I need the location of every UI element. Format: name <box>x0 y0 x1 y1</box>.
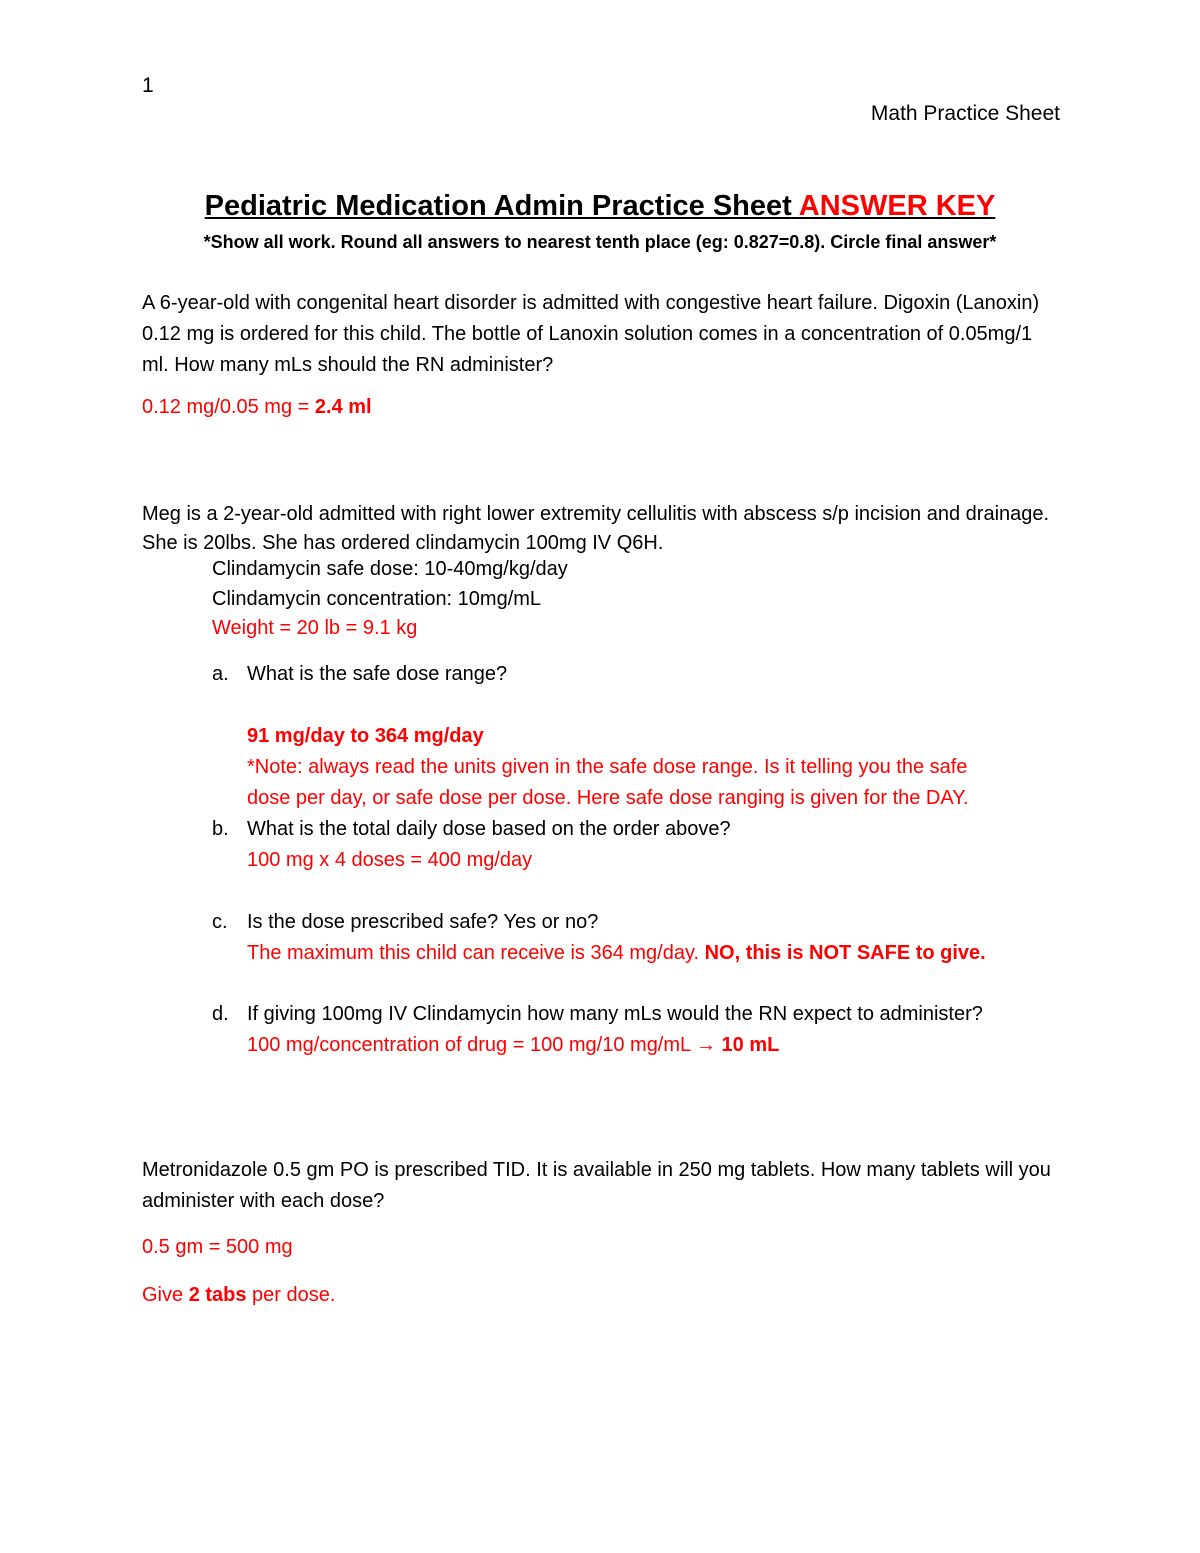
item-a-letter: a. <box>212 663 229 685</box>
running-header: Math Practice Sheet <box>870 102 1060 125</box>
question-1-answer <box>142 396 372 419</box>
item-d-letter: d. <box>212 1003 229 1025</box>
title-main: Pediatric Medication Admin Practice Sheet <box>204 190 792 222</box>
right-arrow-icon: → <box>695 1034 716 1056</box>
page-title <box>0 190 1200 223</box>
question-3-answer-2-value: 2 tabs <box>188 1284 247 1306</box>
question-1-answer-value: 2.4 ml <box>314 396 372 418</box>
item-c-question: Is the dose prescribed safe? Yes or no? <box>247 911 599 933</box>
item-a-note-line-2: dose per day, or safe dose per dose. Here safe dose ranging is given for the DAY. <box>247 787 969 809</box>
item-b-question: What is the total daily dose based on the order above? <box>247 818 731 840</box>
question-1-text: A 6-year-old with congenital heart disorder is admitted with congestive heart failure. Digoxin (Lanoxin) 0.12 mg is ordered for this child. The bottle of Lanoxin solution comes in a concentration of 0.05mg/1 ml. How many mLs should the RN administer? <box>142 292 1040 376</box>
item-d-question: If giving 100mg IV Clindamycin how many mLs would the RN expect to administer? <box>247 1003 983 1025</box>
question-3-answer-2 <box>142 1284 335 1307</box>
item-a-answer: 91 mg/day to 364 mg/day <box>247 725 484 747</box>
item-c-letter: c. <box>212 911 228 933</box>
item-c-answer-verdict: NO, this is NOT SAFE to give. <box>704 942 986 964</box>
concentration-line: Clindamycin concentration: 10mg/mL <box>212 588 542 610</box>
instructions: *Show all work. Round all answers to nearest tenth place (eg: 0.827=0.8). Circle final answer* <box>203 232 997 252</box>
title-answer-key: ANSWER KEY <box>798 190 996 222</box>
question-2-text: Meg is a 2-year-old admitted with right lower extremity cellulitis with abscess s/p incision and drainage. She is 20lbs. She has ordered clindamycin 100mg IV Q6H. <box>142 503 1050 554</box>
item-d-answer-text: 100 mg/concentration of drug = 100 mg/10 mg/mL <box>247 1034 696 1056</box>
item-c-answer-text: The maximum this child can receive is 364 mg/day. <box>247 942 705 964</box>
item-b-answer: 100 mg x 4 doses = 400 mg/day <box>247 849 533 871</box>
question-3-answer-1: 0.5 gm = 500 mg <box>142 1236 293 1258</box>
item-a-note-line-1: *Note: always read the units given in the safe dose range. Is it telling you the safe <box>247 756 968 778</box>
item-a-question: What is the safe dose range? <box>247 663 508 685</box>
weight-line: Weight = 20 lb = 9.1 kg <box>212 617 418 639</box>
item-b-letter: b. <box>212 818 229 840</box>
item-d-answer <box>247 1034 779 1057</box>
question-1-answer-prefix: 0.12 mg/0.05 mg = <box>142 396 315 418</box>
question-3-text: Metronidazole 0.5 gm PO is prescribed TID. It is available in 250 mg tablets. How many tablets will you administer with each dose? <box>142 1159 1051 1212</box>
question-3-answer-2-suffix: per dose. <box>246 1284 336 1306</box>
safe-dose-line: Clindamycin safe dose: 10-40mg/kg/day <box>212 558 568 580</box>
question-3-answer-2-prefix: Give <box>142 1284 189 1306</box>
item-d-answer-value: 10 mL <box>721 1034 780 1056</box>
item-c-answer <box>247 942 986 965</box>
page-number: 1 <box>142 74 154 97</box>
